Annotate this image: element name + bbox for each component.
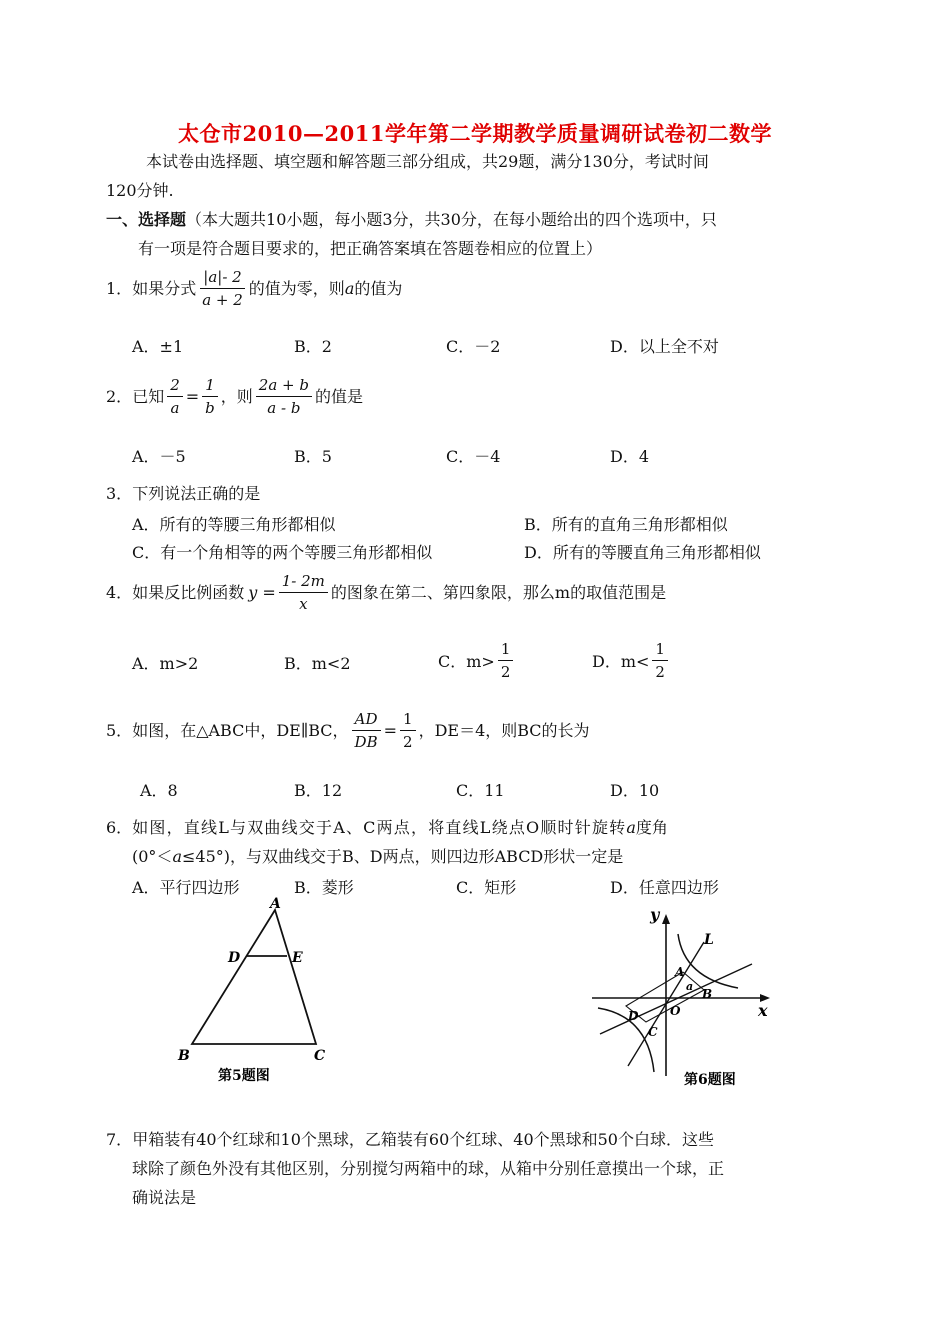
q5-option-d[interactable]: D．10 [610,781,660,800]
intro-line-2: 120分钟. [106,181,174,200]
question-7-line-1 [106,1130,714,1150]
q2-f2-den: b [205,399,215,417]
fig6-y-arrow [662,914,670,924]
q6-line1-post: 度角 [635,818,668,837]
q3-text: 下列说法正确的是 [132,484,261,503]
q4-d-den: 2 [655,663,665,681]
q2-f1-num: 2 [167,376,183,397]
q5-option-b[interactable]: B．12 [294,781,343,800]
fig6-label-o: O [670,1004,681,1018]
figure-6 [586,900,786,1090]
q4-option-d[interactable] [592,640,671,681]
q4-pre: 如果反比例函数 [132,582,245,602]
q1-option-d[interactable]: D．以上全不对 [610,337,719,356]
q1-post2: 的值为 [354,278,403,298]
question-6-line-2 [132,847,623,867]
intro-line-1: 本试卷由选择题、填空题和解答题三部分组成，共29题，满分130分，考试时间 [146,152,709,171]
q6-line1-pre: 如图，直线L与双曲线交于A、C两点，将直线L绕点O顺时针旋转 [132,818,627,837]
q5-fraction-1 [352,710,381,751]
fig5-label-c: C [314,1048,326,1064]
fig6-hyperbola-q3 [598,1008,654,1072]
fig6-label-y: y [650,905,660,924]
q3-option-c[interactable]: C．有一个角相等的两个等腰三角形都相似 [132,543,433,562]
fig6-label-d: D [628,1009,639,1023]
fig6-label-alpha: a [686,980,694,993]
q5-eq: = [383,720,398,740]
q2-f2-num: 1 [202,376,218,397]
q1-post: 的值为零，则 [248,278,345,298]
q1-option-c[interactable]: C．－2 [446,337,501,356]
q5-fraction-2 [400,710,416,751]
fig5-label-d: D [228,950,241,966]
q1-frac-den: a + 2 [202,291,243,309]
q6-line2-post: ≤45°)，与双曲线交于B、D两点，则四边形ABCD形状一定是 [181,847,624,866]
q2-option-b[interactable]: B．5 [294,447,332,466]
q5-f1-num: AD [352,710,381,731]
q5-number: 5． [106,720,133,740]
q2-number: 2． [106,386,133,406]
q2-f3-num: 2a + b [256,376,312,397]
q5-f2-den: 2 [403,733,413,751]
fig6-label-x: x [758,1001,768,1020]
q1-pre: 如果分式 [132,278,197,298]
q2-option-c[interactable]: C．－4 [446,447,501,466]
q2-post: 的值是 [314,386,363,406]
q2-fraction-3 [256,376,312,417]
q5-option-a[interactable]: A．8 [140,781,178,800]
q4-option-c[interactable] [438,640,516,681]
q2-pre: 已知 [132,386,165,406]
fig6-label-a: A [675,965,685,979]
q1-fraction [199,268,246,309]
q6-option-b[interactable]: B．菱形 [294,878,354,897]
q6-alpha-2: a [172,847,182,866]
q7-line2: 球除了颜色外没有其他区别，分别搅匀两箱中的球，从箱中分别任意摸出一个球，正 [132,1159,725,1178]
q1-option-a[interactable]: A．±1 [132,337,184,356]
q3-option-d[interactable]: D．所有的等腰直角三角形都相似 [524,543,761,562]
question-1 [106,268,402,309]
q4-c-num: 1 [498,640,514,661]
q1-option-b[interactable]: B．2 [294,337,332,356]
q2-option-d[interactable]: D．4 [610,447,650,466]
fig5-label-a: A [270,896,281,912]
q5-option-c[interactable]: C．11 [456,781,505,800]
question-4 [106,572,666,613]
q4-y: y = [248,582,276,602]
q3-option-a[interactable]: A．所有的等腰三角形都相似 [132,515,336,534]
q5-f2-num: 1 [400,710,416,731]
section-1-desc-2: 有一项是符合题目要求的，把正确答案填在答题卷相应的位置上） [138,239,603,258]
q6-alpha: a [626,818,636,837]
q7-line3: 确说法是 [132,1188,197,1207]
fig6-label-l: L [704,932,714,948]
section-1-line-1 [106,210,717,230]
q4-frac-num: 1- 2m [279,572,328,593]
q4-option-c-frac [498,640,514,681]
section-1-desc-1: （本大题共10小题，每小题3分，共30分，在每小题给出的四个选项中，只 [186,210,717,229]
figure-5 [170,896,350,1086]
q2-mid: ，则 [220,386,253,406]
fig5-label-e: E [292,950,303,966]
q1-var: a [344,278,355,298]
q4-c-den: 2 [500,663,511,681]
q7-number: 7． [106,1130,133,1149]
section-1-heading: 一、选择题 [106,210,187,229]
q1-number: 1． [106,278,133,298]
fig5-label-b: B [178,1048,190,1064]
q6-line2-pre: (0°＜ [132,847,173,866]
q4-option-c-label: C．m> [438,652,495,671]
q1-frac-num: |a|- 2 [200,268,244,289]
fig6-label-c: C [648,1025,658,1039]
q4-option-a[interactable]: A．m>2 [132,654,199,673]
question-5 [106,710,590,751]
q6-option-a[interactable]: A．平行四边形 [132,878,240,897]
q6-option-d[interactable]: D．任意四边形 [610,878,719,897]
q6-option-c[interactable]: C．矩形 [456,878,517,897]
q4-d-num: 1 [652,640,668,661]
q5-f1-den: DB [354,733,378,751]
q6-number: 6． [106,818,133,837]
q2-option-a[interactable]: A．－5 [132,447,186,466]
q2-eq: = [185,386,200,406]
question-2 [106,376,363,417]
q2-fraction-1 [167,376,183,417]
q4-fraction [279,572,328,613]
q4-option-b[interactable]: B．m<2 [284,654,351,673]
q3-option-b[interactable]: B．所有的直角三角形都相似 [524,515,728,534]
q4-number: 4． [106,582,133,602]
fig5-triangle [192,910,316,1044]
fig5-caption: 第5题图 [218,1068,270,1084]
q4-post: 的图象在第二、第四象限，那么m的取值范围是 [330,582,667,602]
q2-f3-den: a - b [267,399,301,417]
q2-f1-den: a [170,399,180,417]
page-title: 太仓市2010—2011学年第二学期教学质量调研试卷初二数学 [178,121,772,146]
q3-number: 3． [106,484,133,503]
q5-post: ，DE＝4，则BC的长为 [418,720,590,740]
fig6-caption: 第6题图 [684,1072,736,1088]
q5-pre: 如图，在△ABC中，DE∥BC， [132,720,349,740]
question-3 [106,484,260,504]
q4-option-d-label: D．m< [592,652,650,671]
question-6-line-1 [106,818,668,838]
fig6-label-b: B [702,987,713,1001]
q4-option-d-frac [652,640,668,681]
q7-line1: 甲箱装有40个红球和10个黑球，乙箱装有60个红球、40个黑球和50个白球．这些 [132,1130,714,1149]
q2-fraction-2 [202,376,218,417]
q4-frac-den: x [299,595,308,613]
